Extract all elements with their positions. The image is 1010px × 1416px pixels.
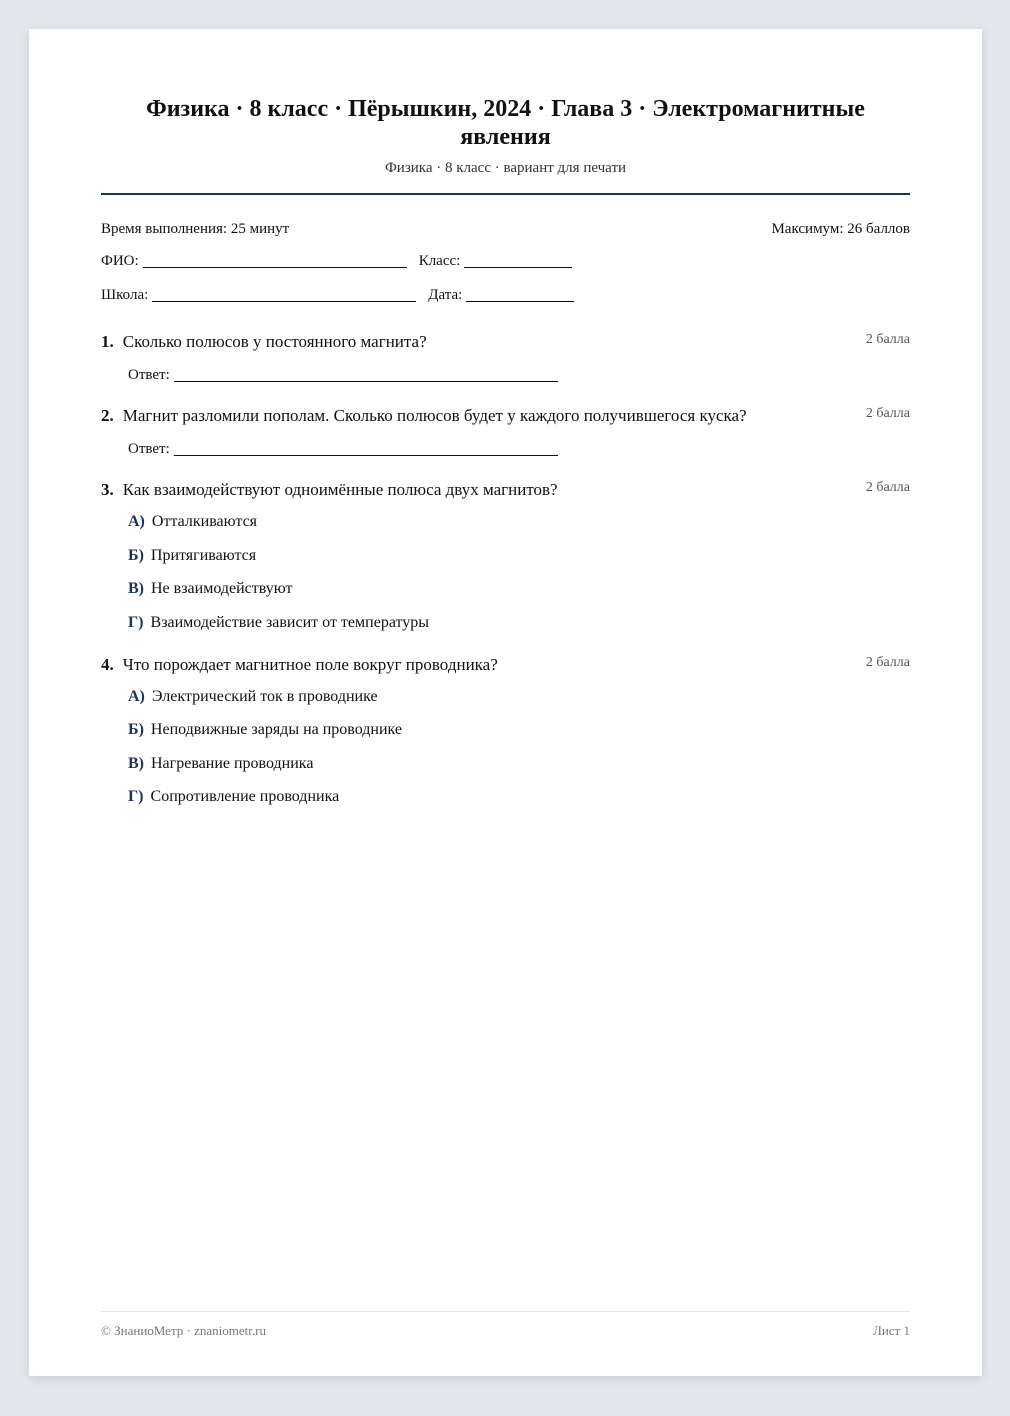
option-text: Неподвижные заряды на проводнике (150, 721, 403, 738)
class-label: Класс: (418, 253, 461, 269)
question-4 (101, 654, 910, 809)
student-fields-row-1 (101, 251, 910, 271)
header-divider (101, 193, 910, 195)
option-text: Нагревание проводника (151, 754, 314, 772)
page-subtitle: Физика · 8 класс · вариант для печати (384, 160, 627, 176)
question-number: 3. (101, 480, 114, 499)
option-text: Не взаимодействуют (151, 580, 293, 597)
question-points: 2 балла (865, 654, 910, 670)
option-text: Отталкиваются (151, 513, 258, 530)
option-text: Электрический ток в проводнике (151, 687, 378, 705)
question-points: 2 балла (865, 406, 910, 421)
question-1 (101, 331, 910, 385)
option-b[interactable] (128, 545, 910, 567)
option-letter: Г) (128, 788, 144, 805)
option-a[interactable] (128, 511, 910, 533)
worksheet-content (101, 95, 910, 828)
answer-blank[interactable] (174, 367, 558, 382)
answer-options (128, 511, 910, 634)
option-letter: Б) (128, 721, 144, 738)
question-list (101, 331, 910, 808)
date-label: Дата: (428, 287, 463, 303)
option-g[interactable] (128, 786, 910, 808)
answer-blank[interactable] (174, 441, 558, 456)
question-points: 2 балла (865, 480, 910, 495)
fio-label: ФИО: (101, 253, 139, 269)
school-label: Школа: (101, 287, 149, 303)
option-letter: Б) (128, 546, 144, 564)
question-number: 2. (101, 406, 114, 425)
option-v[interactable] (128, 578, 910, 600)
student-fields-row-2 (101, 285, 910, 305)
option-b[interactable] (128, 719, 910, 741)
option-letter: В) (128, 580, 144, 597)
meta-row (101, 219, 910, 239)
answer-options (128, 686, 910, 809)
answer-row (128, 439, 910, 459)
question-number: 4. (101, 654, 114, 674)
worksheet-page (29, 29, 982, 1376)
option-v[interactable] (128, 753, 910, 775)
question-number: 1. (101, 332, 114, 351)
question-points: 2 балла (865, 332, 910, 347)
option-g[interactable] (128, 612, 910, 634)
date-blank[interactable] (466, 287, 574, 302)
option-letter: Г) (128, 613, 144, 631)
question-3 (101, 479, 910, 634)
question-text: Что порождает магнитное поле вокруг проводника? (122, 654, 498, 674)
time-limit: Время выполнения: 25 минут (101, 221, 290, 237)
page-footer (101, 1311, 910, 1339)
option-letter: А) (128, 687, 145, 705)
option-letter: В) (128, 754, 144, 772)
class-blank[interactable] (464, 253, 572, 268)
school-blank[interactable] (152, 287, 416, 302)
option-text: Взаимодействие зависит от температуры (150, 613, 430, 631)
option-text: Притягиваются (150, 546, 257, 564)
fio-blank[interactable] (143, 253, 407, 268)
answer-row (128, 365, 910, 385)
question-text: Как взаимодействуют одноимённые полюса двух магнитов? (122, 480, 558, 499)
question-2 (101, 405, 910, 459)
page-title: Физика · 8 класс · Пёрышкин, 2024 · Глава 3 · Электромагнитные явления (146, 96, 865, 150)
option-letter: А) (128, 513, 145, 530)
option-a[interactable] (128, 686, 910, 708)
footer-page-number: Лист 1 (873, 1323, 910, 1338)
answer-label: Ответ: (128, 367, 170, 383)
question-text: Сколько полюсов у постоянного магнита? (122, 332, 427, 351)
max-score: Максимум: 26 баллов (771, 221, 910, 237)
answer-label: Ответ: (128, 441, 170, 457)
option-text: Сопротивление проводника (150, 788, 340, 805)
question-text: Магнит разломили пополам. Сколько полюсов будет у каждого получившегося куска? (122, 406, 747, 425)
footer-copyright: © ЗнаниоМетр · znaniometr.ru (101, 1323, 266, 1338)
